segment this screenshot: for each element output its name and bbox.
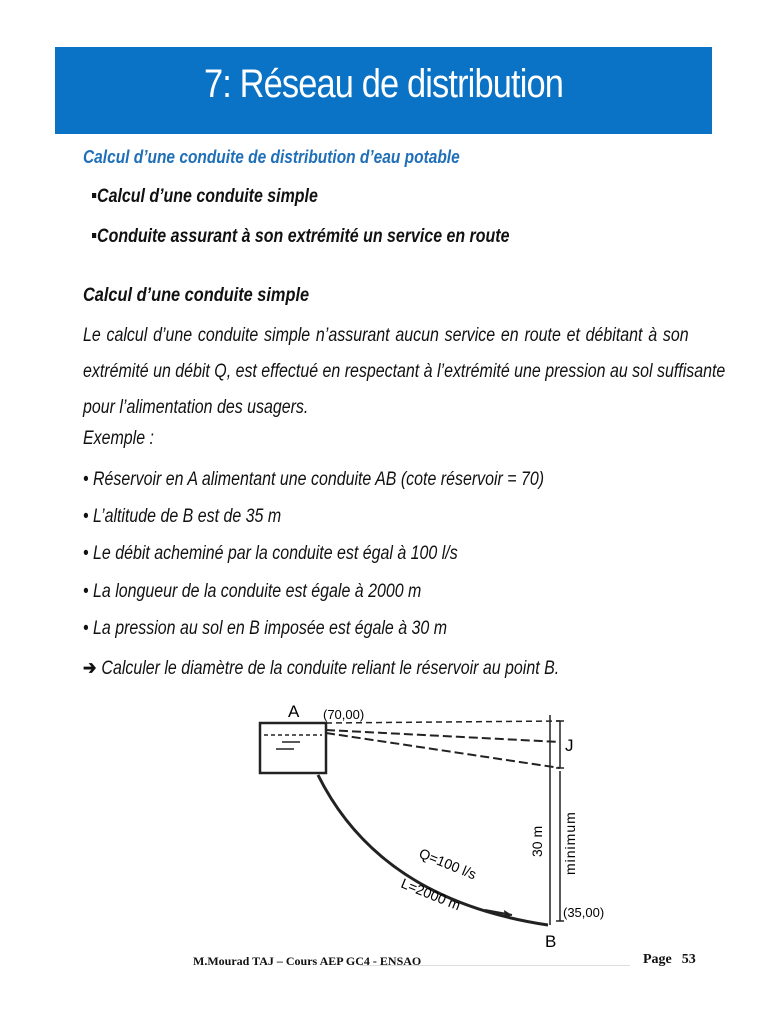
label-pressure: 30 m xyxy=(529,825,545,857)
conclusion-line xyxy=(83,657,559,680)
piezometric-line xyxy=(326,730,560,742)
page-number-block xyxy=(643,952,696,968)
paragraph-line: pour l’alimentation des usagers. xyxy=(83,397,309,418)
footer-author: M.Mourad TAJ – Cours AEP GC4 - ENSAO xyxy=(193,954,422,968)
bullet-text: Conduite assurant à son extrémité un service en route xyxy=(97,226,510,247)
cote-a: (70,00) xyxy=(323,707,365,722)
example-label: Exemple : xyxy=(83,428,154,449)
page-number: 53 xyxy=(681,952,696,967)
right-arrow-icon: ➔ xyxy=(83,658,97,679)
page-label: Page xyxy=(643,952,672,967)
label-minimum: minimum xyxy=(562,811,578,875)
square-bullet-icon xyxy=(92,193,96,198)
cote-b: (35,00) xyxy=(563,905,605,920)
bullet-item xyxy=(92,186,318,208)
list-item: • La pression au sol en B imposée est égale à 30 m xyxy=(83,618,448,639)
paragraph-line: extrémité un débit Q, est effectué en respectant à l’extrémité une pression au sol suffisante xyxy=(83,361,726,382)
label-b: B xyxy=(545,932,557,951)
pipeline-diagram xyxy=(230,685,640,955)
section-paragraph xyxy=(83,318,726,426)
list-item: • Le débit acheminé par la conduite est égal à 100 l/s xyxy=(83,543,458,564)
list-item: • L’altitude de B est de 35 m xyxy=(83,506,282,527)
square-bullet-icon xyxy=(92,233,96,238)
list-item: • La longueur de la conduite est égale à 2000 m xyxy=(83,581,422,602)
conclusion-text: Calculer le diamètre de la conduite reliant le réservoir au point B. xyxy=(101,658,560,679)
paragraph-line: Le calcul d’une conduite simple n’assurant aucun service en route et débitant à son xyxy=(83,325,689,346)
label-a: A xyxy=(288,702,300,721)
bullet-item xyxy=(92,226,509,248)
list-item: • Réservoir en A alimentant une conduite AB (cote réservoir = 70) xyxy=(83,469,545,490)
reservoir xyxy=(260,723,326,773)
subtitle: Calcul d’une conduite de distribution d’eau potable xyxy=(83,147,460,167)
section-title: Calcul d’une conduite simple xyxy=(83,285,310,306)
label-q: Q=100 l/s xyxy=(416,844,479,883)
title-bar xyxy=(55,47,712,134)
bullet-text: Calcul d’une conduite simple xyxy=(97,186,318,207)
piezometric-line xyxy=(326,733,560,768)
label-j: J xyxy=(565,736,574,755)
label-l: L=2000 m xyxy=(398,874,463,914)
page-title: 7: Réseau de distribution xyxy=(203,62,564,106)
